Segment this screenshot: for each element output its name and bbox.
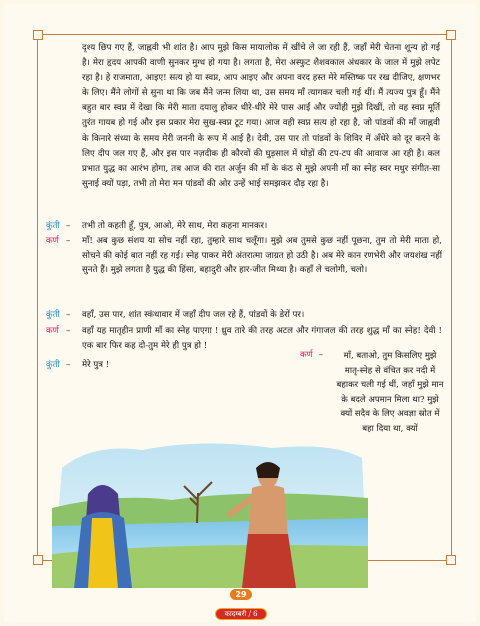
dialogue-dash: – (66, 360, 71, 370)
dialogue-text: माँ! अब कुछ संशय या सोच नहीं रहा, तुम्हारे साथ चलूँगा। मुझे अब तुमसे कुछ नहीं पूछना, तुम तो मेरी माता हो, सोचने की कोई बात नहीं रह गई। स्नेह पाकर मेरी अंतरात्मा जाग्रत हो उठी है। अब मेरे कान रणभेरी और जयशंख नहीं सुनते हैं। मुझे लगता है युद्ध की हिंसा, बहादुरी और हार-जीत मिथ्या है। कहाँ ले चलोगी, चलो। (82, 236, 442, 276)
book-title-banner: कादम्बरी / 6 (215, 608, 266, 620)
speaker-name: कर्ण (46, 236, 59, 246)
dialogue-dash: – (66, 236, 71, 246)
speaker-name: कुंती (46, 360, 60, 370)
dialogue-line (46, 358, 286, 373)
dialogue-dash: – (66, 326, 71, 336)
dialogue-text: मेरे पुत्र ! (82, 360, 110, 370)
border-corner-ornament (446, 30, 456, 40)
dialogue-line (46, 219, 442, 234)
side-dialogue-header (300, 349, 323, 360)
speaker-name: कर्ण (46, 326, 59, 336)
opening-paragraph: दृश्य छिप गए हैं, जाह्नवी भी शांत है। आप मुझे किस मायालोक में खींचे ले जा रही हैं, जहाँ मेरी चेतना शून्य हो गई है। मेरा हृदय आपकी वाणी सुनकर मुग्ध हो गया है। लगता है, मेरा अस्फुट शैशवकाल अंधकार के जाल में मुझे लपेट रहा है। हे राजमाता, आइए! सत्य हो या स्वप्न, आप आइए और अपना वरद हस्त मेरे मस्तिष्क पर रख दीजिए, क्षणभर के लिए। मैंने लोगों से सुना था कि जब मैंने जन्म लिया था, उस समय माँ त्यागकर चली गई थीं। मैं त्यज्य पुत्र हूँ। मैंने बहुत बार स्वप्न में देखा कि मेरी माता दयालु होकर धीरे-धीरे मेरे पास आईं और ज्योंही मुझे दिखीं, तो वह स्वप्न मूर्ति तुरंत गायब हो गई और इस प्रकार मेरा सुख-स्वप्न टूट गया। आज वही स्वप्न सत्य हो रहा है, जो पांडवों की माँ जाह्नवी के किनारे संध्या के समय मेरी जननी के रूप में आई है। देवी, उस पार तो पांडवों के शिविर में अँधेरे को दूर करने के लिए दीप जल गए हैं, और इस पार नज़दीक ही कौरवों की घुड़साल में घोड़ों की टप-टप की आवाज आ रही है। कल प्रभात युद्ध का आरंभ होगा, तब आज की रात अर्जुन की माँ के कंठ से मुझे अपनी माँ का स्नेह स्वर मधुर संगीत-सा सुनाई क्यों पड़ा, तभी तो मेरा मन पांडवों की ओर उन्हें भाई समझकर दौड़ रहा है। (82, 43, 440, 189)
dialogue-dash: – (66, 221, 71, 231)
page-number: 29 (230, 589, 251, 600)
dialogue-text: तभी तो कहती हूँ, पुत्र, आओ, मेरे साथ, मेरा कहना मानकर। (82, 221, 268, 231)
dialogue-text: वहाँ, उस पार, शांत स्कंधावार में जहाँ दीप जल रहे हैं, पांडवों के डेरों पर। (82, 310, 305, 320)
page-footer (206, 582, 276, 618)
dialogue-line (46, 234, 442, 278)
speaker-name: कुंती (46, 221, 60, 231)
side-dialogue-text: माँ, बताओ, तुम किसलिए मुझे मातृ-स्नेह से वंचित कर नदी में बहाकर चली गई थीं, जहाँ मुझे मान के बदले अपमान मिला था? मुझे क्यों सदैव के लिए अवज्ञा स्रोत में बहा दिया था, क्यों (336, 351, 444, 434)
speaker-name: कर्ण (300, 350, 313, 360)
dialogue-dash: – (66, 310, 71, 320)
dialogue-text: वहाँ यह मातृहीन प्राणी माँ का स्नेह पाएगा ! ध्रुव तारे की तरह अटल और गंगाजल की तरह शुद्ध माँ का स्नेह! देवी ! एक बार फिर कह दो-तुम मेरे ही पुत्र हो ! (82, 326, 442, 351)
border-corner-ornament (33, 30, 43, 40)
speaker-name: कुंती (46, 310, 60, 320)
dialogue-line (46, 308, 442, 323)
border-corner-ornament (446, 555, 456, 565)
border-corner-ornament (33, 555, 43, 565)
dialogue-dash: – (318, 350, 323, 360)
kunti-karna-illustration (52, 438, 368, 588)
